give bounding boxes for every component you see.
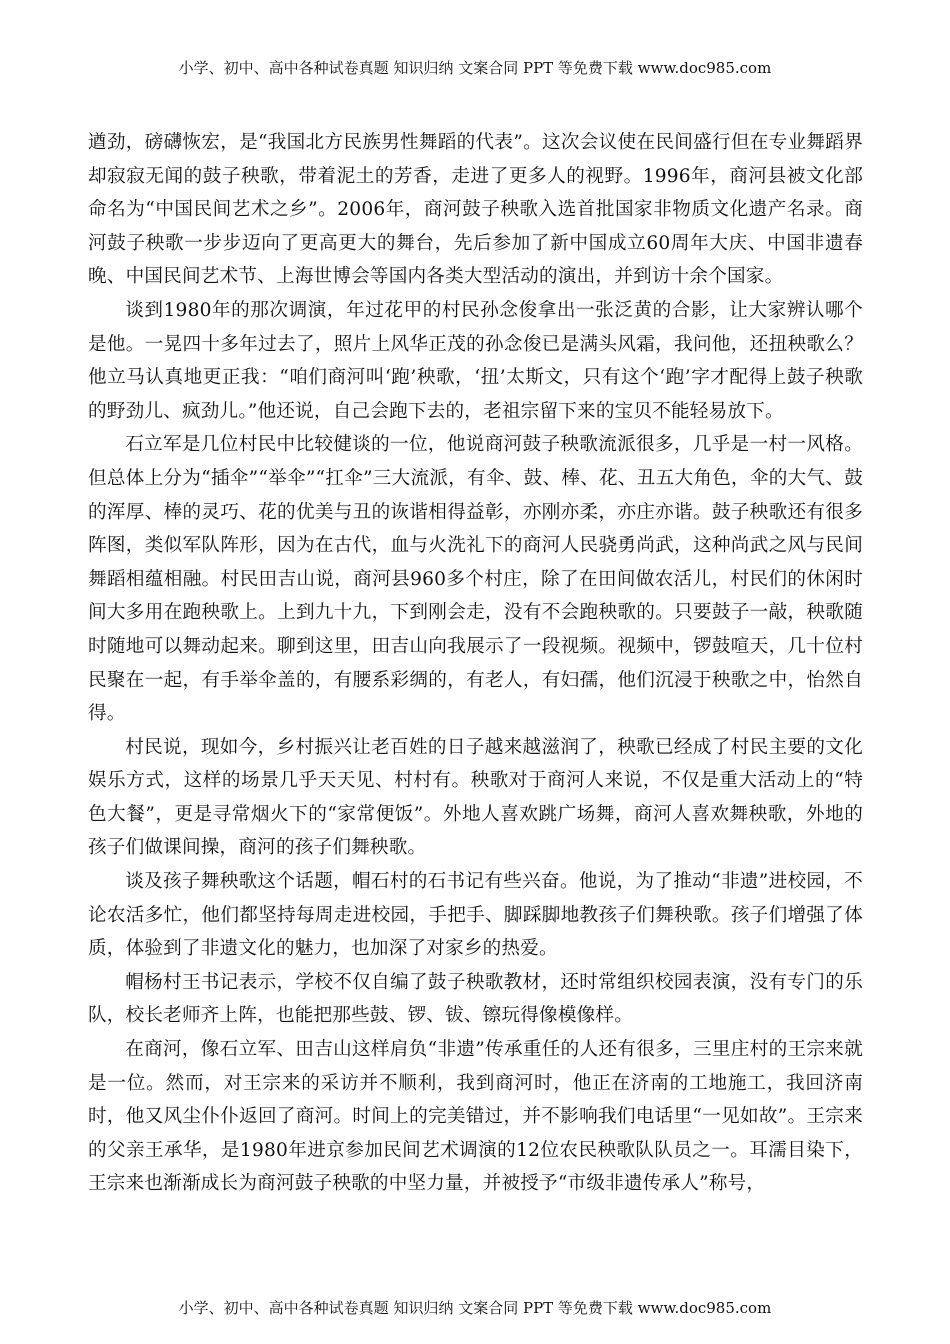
- paragraph-5: 谈及孩子舞秧歌这个话题，帽石村的石书记有些兴奋。他说，为了推动“非遗”进校园，不论农活多忙，他们都坚持每周走进校园，手把手、脚踩脚地教孩子们舞秧歌。孩子们增强了体质，体验到了非遗文化的魅力，也加深了对家乡的热爱。: [88, 871, 863, 960]
- paragraph-6: 帽杨村王书记表示，学校不仅自编了鼓子秧歌教材，还时常组织校园表演，没有专门的乐队，校长老师齐上阵，也能把那些鼓、锣、钹、镲玩得像模像样。: [88, 971, 863, 1027]
- paragraph-3: 石立军是几位村民中比较健谈的一位，他说商河鼓子秧歌流派很多，几乎是一村一风格。但总体上分为“插伞”“举伞”“扛伞”三大流派，有伞、鼓、棒、花、丑五大角色，伞的大气、鼓的浑厚、棒的灵巧、花的优美与丑的诙谐相得益彰，亦刚亦柔，亦庄亦谐。鼓子秧歌还有很多阵图，类似军队阵形，因为在古代，血与火洗礼下的商河人民骁勇尚武，这种尚武之风与民间舞蹈相蕴相融。村民田吉山说，商河县960多个村庄，除了在田间做农活儿，村民们的休闲时间大多用在跑秧歌上。上到九十九，下到刚会走，没有不会跑秧歌的。只要鼓子一敲，秧歌随时随地可以舞动起来。聊到这里，田吉山向我展示了一段视频。视频中，锣鼓喧天，几十位村民聚在一起，有手举伞盖的，有腰系彩绸的，有老人，有妇孺，他们沉浸于秧歌之中，怡然自得。: [88, 434, 863, 725]
- paragraph-4: 村民说，现如今，乡村振兴让老百姓的日子越来越滋润了，秧歌已经成了村民主要的文化娱乐方式，这样的场景几乎天天见、村村有。秧歌对于商河人来说，不仅是重大活动上的“特色大餐”，更是寻常烟火下的“家常便饭”。外地人喜欢跳广场舞，商河人喜欢舞秧歌，外地的孩子们做课间操，商河的孩子们舞秧歌。: [88, 736, 863, 859]
- page-footer: 小学、初中、高中各种试卷真题 知识归纳 文案合同 PPT 等免费下载 www.doc985.com: [178, 1299, 772, 1317]
- page-header: 小学、初中、高中各种试卷真题 知识归纳 文案合同 PPT 等免费下载 www.doc985.com: [178, 59, 772, 77]
- paragraph-7: 在商河，像石立军、田吉山这样肩负“非遗”传承重任的人还有很多，三里庄村的王宗来就是一位。然而，对王宗来的采访并不顺利，我到商河时，他正在济南的工地施工，我回济南时，他又风尘仆仆返回了商河。时间上的完美错过，并不影响我们电话里“一见如故”。王宗来的父亲王承华，是1980年进京参加民间艺术调演的12位农民秧歌队队员之一。耳濡目染下，王宗来也渐渐成长为商河鼓子秧歌的中坚力量，并被授予“市级非遗传承人”称号，: [88, 1039, 863, 1195]
- article-body: [88, 126, 863, 1201]
- paragraph-1: 遒劲，磅礴恢宏，是“我国北方民族男性舞蹈的代表”。这次会议使在民间盛行但在专业舞蹈界却寂寂无闻的鼓子秧歌，带着泥土的芳香，走进了更多人的视野。1996年，商河县被文化部命名为“中国民间艺术之乡”。2006年，商河鼓子秧歌入选首批国家非物质文化遗产名录。商河鼓子秧歌一步步迈向了更高更大的舞台，先后参加了新中国成立60周年大庆、中国非遗春晚、中国民间艺术节、上海世博会等国内各类大型活动的演出，并到访十余个国家。: [88, 132, 863, 288]
- paragraph-2: 谈到1980年的那次调演，年过花甲的村民孙念俊拿出一张泛黄的合影，让大家辨认哪个是他。一晃四十多年过去了，照片上风华正茂的孙念俊已是满头风霜，我问他，还扭秧歌么？他立马认真地更正我：“咱们商河叫‘跑’秧歌，‘扭’太斯文，只有这个‘跑’字才配得上鼓子秧歌的野劲儿、疯劲儿。”他还说，自己会跑下去的，老祖宗留下来的宝贝不能轻易放下。: [88, 299, 863, 422]
